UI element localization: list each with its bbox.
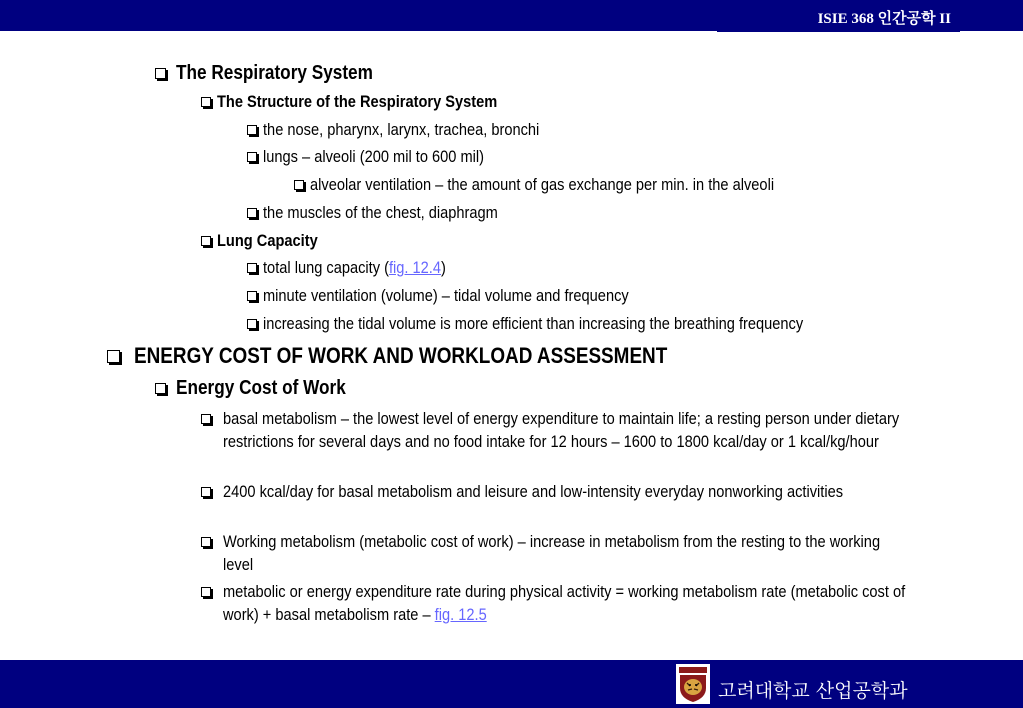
list-item: alveolar ventilation – the amount of gas exchange per min. in the alveoli xyxy=(294,175,850,195)
list-item: 2400 kcal/day for basal metabolism and leisure and low-intensity everyday nonworking activities xyxy=(223,480,1018,503)
checkbox-bullet-icon xyxy=(247,319,257,329)
list-item: lungs – alveoli (200 mil to 600 mil) xyxy=(247,147,520,167)
energy-cost-heading: ENERGY COST OF WORK AND WORKLOAD ASSESSMENT xyxy=(107,343,754,369)
fig-12-4-link[interactable]: fig. 12.4 xyxy=(388,258,441,277)
korea-university-tiger-crest-icon xyxy=(676,664,710,704)
energy-cost-subheading: Energy Cost of Work xyxy=(155,377,373,400)
checkbox-bullet-icon xyxy=(107,350,120,363)
checkbox-bullet-icon xyxy=(294,180,304,190)
checkbox-bullet-icon xyxy=(201,414,211,424)
list-item: metabolic or energy expenditure rate during physical activity = working metabolism rate (metabolic cost of work) + basal metabolism rate – fig. 12.5 xyxy=(223,580,1018,626)
fig-12-5-link[interactable]: fig. 12.5 xyxy=(434,605,487,624)
header-bar xyxy=(0,0,1023,31)
checkbox-bullet-icon xyxy=(201,97,211,107)
course-title: ISIE 368 인간공학 II xyxy=(817,11,951,27)
respiratory-system-heading: The Respiratory System xyxy=(155,62,405,85)
checkbox-bullet-icon xyxy=(155,68,166,79)
checkbox-bullet-icon xyxy=(201,587,211,597)
list-item: basal metabolism – the lowest level of energy expenditure to maintain life; a resting person under dietary restrictions for several days and no food intake for 12 hours – 1600 to 1800 kcal/day or 1 kcal/kg/hour xyxy=(223,407,1018,453)
list-item: the muscles of the chest, diaphragm xyxy=(247,203,536,223)
checkbox-bullet-icon xyxy=(201,236,211,246)
checkbox-bullet-icon xyxy=(201,537,211,547)
checkbox-bullet-icon xyxy=(201,487,211,497)
list-item: total lung capacity (fig. 12.4) xyxy=(247,258,476,278)
lung-capacity-heading: Lung Capacity xyxy=(201,231,334,251)
list-item: the nose, pharynx, larynx, trachea, bronchi xyxy=(247,120,584,140)
footer-institution: 고려대학교 산업공학과 xyxy=(718,680,908,702)
checkbox-bullet-icon xyxy=(247,125,257,135)
structure-heading: The Structure of the Respiratory System xyxy=(201,92,543,112)
checkbox-bullet-icon xyxy=(247,208,257,218)
checkbox-bullet-icon xyxy=(247,152,257,162)
list-item: Working metabolism (metabolic cost of work) – increase in metabolism from the resting to the working level xyxy=(223,530,1018,576)
checkbox-bullet-icon xyxy=(247,291,257,301)
checkbox-bullet-icon xyxy=(155,383,166,394)
list-item: minute ventilation (volume) – tidal volume and frequency xyxy=(247,286,688,306)
checkbox-bullet-icon xyxy=(247,263,257,273)
list-item: increasing the tidal volume is more efficient than increasing the breathing frequency xyxy=(247,314,891,334)
header-underline xyxy=(717,31,960,32)
